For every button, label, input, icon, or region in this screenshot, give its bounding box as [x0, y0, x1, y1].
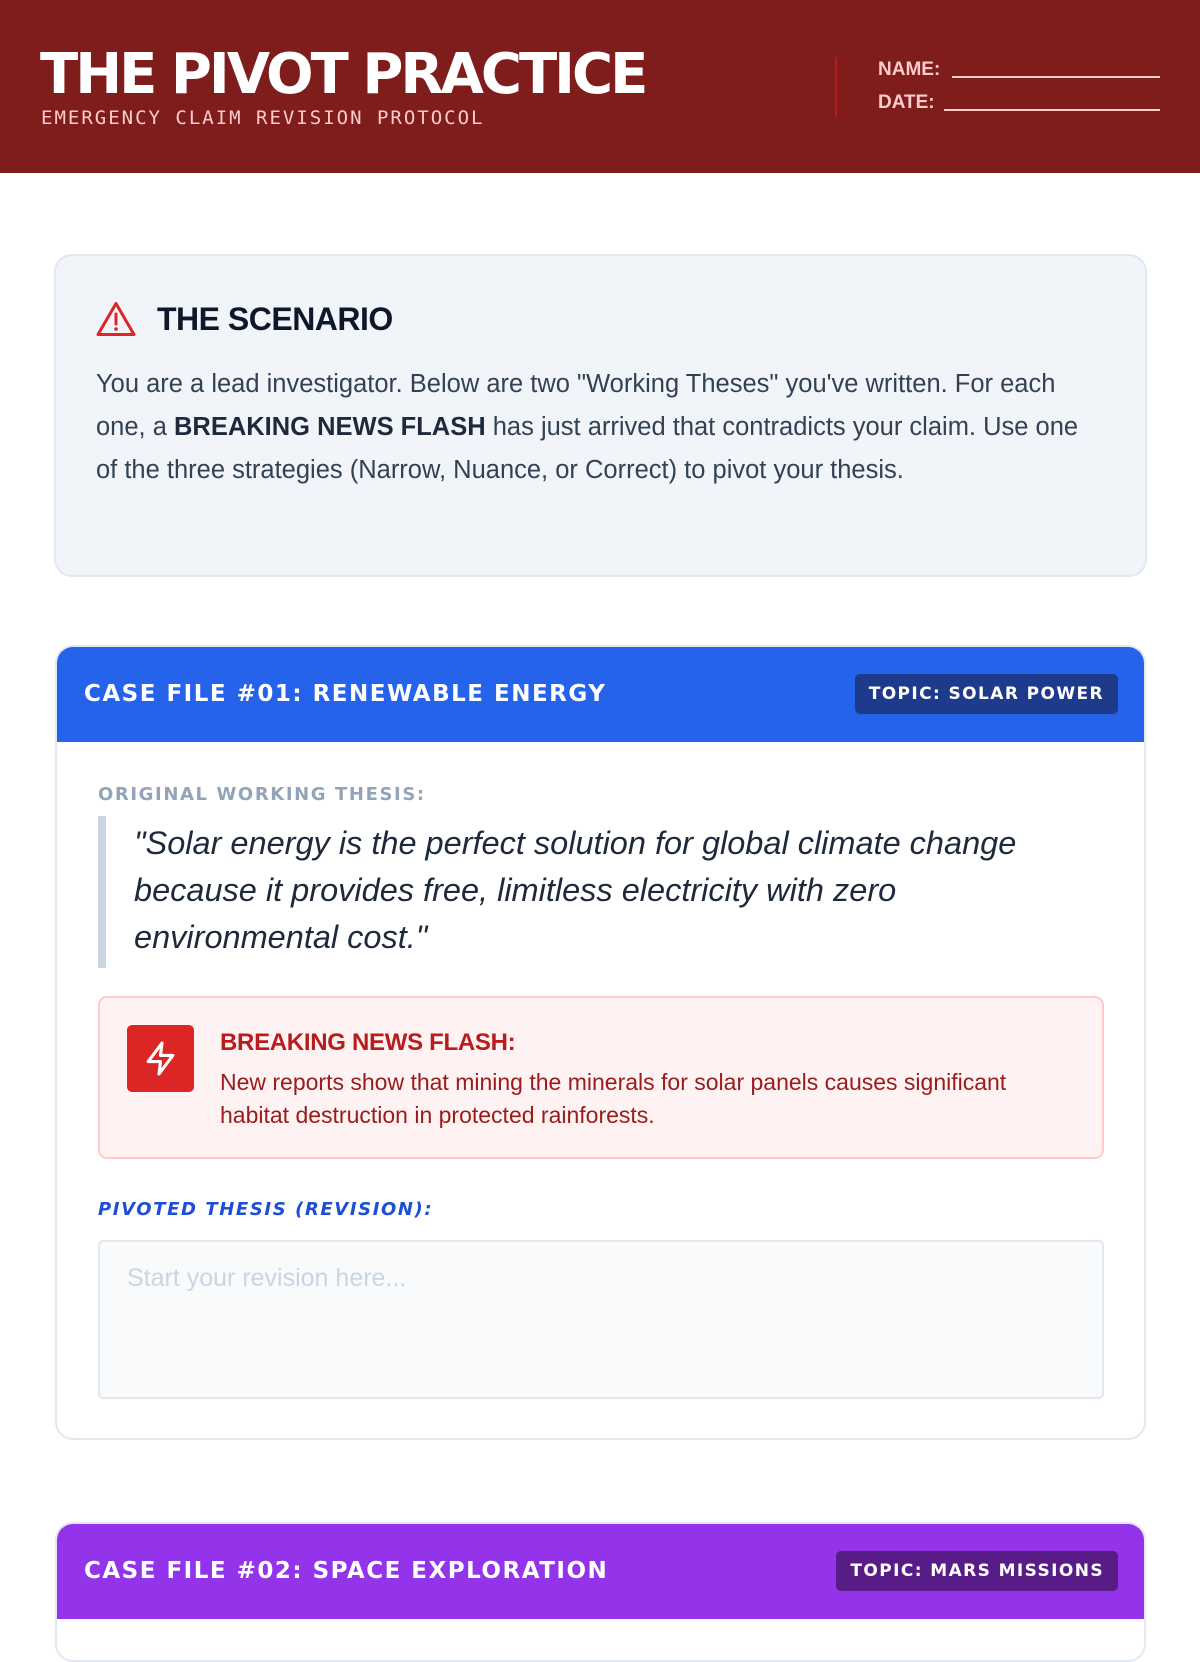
date-line[interactable]: [944, 109, 1160, 111]
revision-input[interactable]: [98, 1240, 1104, 1399]
name-label: NAME:: [878, 59, 941, 80]
lightning-bolt-icon: [127, 1025, 194, 1092]
case-file-title: CASE FILE #02: SPACE EXPLORATION: [84, 1558, 609, 1584]
case-file-card: [55, 1522, 1146, 1662]
topic-badge: TOPIC: SOLAR POWER: [855, 674, 1118, 714]
original-thesis-quote: "Solar energy is the perfect solution for global climate change because it provides free, limitless electricity with zero environmental cost.": [98, 816, 1078, 968]
original-thesis-label: ORIGINAL WORKING THESIS:: [98, 784, 426, 805]
page-subtitle: EMERGENCY CLAIM REVISION PROTOCOL: [41, 107, 485, 129]
breaking-news-flash: [98, 996, 1104, 1159]
page-title: THE PIVOT PRACTICE: [40, 42, 646, 107]
scenario-body-before: You are a lead investigator. Below are two "Working Theses" you've written. For each one, a: [96, 370, 1056, 441]
scenario-panel: [54, 254, 1147, 577]
name-line[interactable]: [952, 76, 1160, 78]
case-file-header: [57, 1524, 1144, 1619]
header-divider: [835, 57, 837, 117]
pivoted-thesis-label: PIVOTED THESIS (REVISION):: [98, 1199, 434, 1220]
case-file-card: [55, 645, 1146, 1440]
name-field[interactable]: [878, 57, 1160, 83]
scenario-heading: THE SCENARIO: [157, 301, 393, 337]
case-file-title: CASE FILE #01: RENEWABLE ENERGY: [84, 681, 607, 707]
topic-badge: TOPIC: MARS MISSIONS: [836, 1551, 1118, 1591]
flash-title: BREAKING NEWS FLASH:: [220, 1029, 516, 1056]
case-file-header: [57, 647, 1144, 742]
flash-body: New reports show that mining the minerals for solar panels causes significant habitat destruction in protected rainforests.: [220, 1069, 1007, 1128]
page-header: [0, 0, 1200, 173]
scenario-body: [96, 363, 1106, 492]
date-field[interactable]: [878, 90, 1160, 116]
date-label: DATE:: [878, 92, 935, 113]
scenario-body-emphasis: BREAKING NEWS FLASH: [173, 413, 486, 441]
warning-triangle-icon: [96, 301, 136, 337]
scenario-body-after: has just arrived that contradicts your claim. Use one of the three strategies (Narrow, Nuance, or Correct) to pivot your thesis.: [96, 413, 1079, 484]
